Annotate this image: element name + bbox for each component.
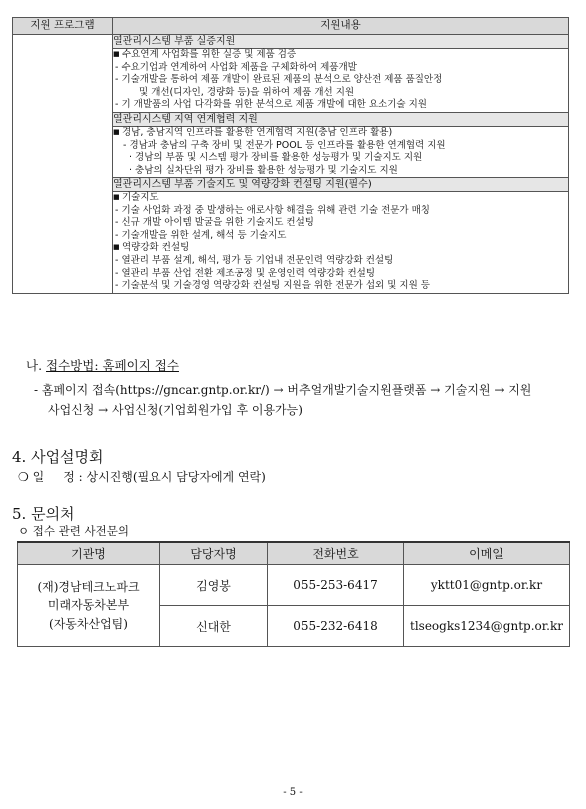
application-heading: 나. 접수방법: 홈페이지 접수 [26, 358, 179, 373]
inquiry-sub: ㅇ 접수 관련 사전문의 [18, 524, 129, 538]
contact-phone: 055-253-6417 [268, 565, 404, 606]
contact-name: 신대한 [160, 606, 268, 647]
page-number: - 5 - [283, 787, 303, 798]
header-name: 담당자명 [160, 542, 268, 565]
program-table-header [13, 18, 569, 35]
header-content: 지원내용 [113, 18, 569, 35]
header-org: 기관명 [18, 542, 160, 565]
contact-phone: 055-232-6418 [268, 606, 404, 647]
section-title-demo: 열관리시스템 부품 실증지원 [113, 35, 569, 49]
contact-name: 김영봉 [160, 565, 268, 606]
contact-table-header [18, 542, 570, 565]
section-title-consulting: 열관리시스템 부품 기술지도 및 역량강화 컨설팅 지원(필수) [113, 178, 569, 192]
section-body-demo [113, 49, 569, 113]
list-item: ■ 역량강화 컨설팅 [113, 242, 190, 254]
list-item: 및 개선(디자인, 경량화 등)을 위하여 제품 개선 지원 [139, 86, 355, 98]
header-program: 지원 프로그램 [13, 18, 113, 35]
section-body-region [113, 127, 569, 178]
inquiry-heading: 5. 문의처 [12, 505, 75, 523]
section-body-consulting [113, 192, 569, 293]
briefing-schedule: ❍ 일 정 : 상시진행(필요시 담당자에게 연락) [18, 470, 266, 484]
list-item: · 경남의 부품 및 시스템 평가 장비를 활용한 성능평가 및 기술지도 지원 [129, 152, 423, 164]
section-title-region: 열관리시스템 지역 연계협력 지원 [113, 112, 569, 126]
list-item: - 수요기업과 연계하여 사업화 제품을 구체화하여 제품개발 [115, 61, 357, 73]
list-item: - 열관리 부품 산업 전환 제조공정 및 운영인력 역량강화 컨설팅 [115, 267, 376, 279]
list-item: - 열관리 부품 설계, 해석, 평가 등 기업내 전문인력 역량강화 컨설팅 [115, 255, 394, 266]
application-line-2: 사업신청 → 사업신청(기업회원가입 후 이용가능) [48, 403, 303, 417]
list-item: ■ 기술지도 [113, 192, 159, 204]
square-bullet-icon: ■ [113, 243, 120, 252]
square-bullet-icon: ■ [113, 128, 120, 137]
org-cell: (재)경남테크노파크 미래자동차본부 (자동차산업팀) [18, 565, 160, 647]
list-item: ■ 경남, 충남지역 인프라를 활용한 연계협력 지원(충남 인프라 활용) [113, 127, 393, 139]
application-line-1: - 홈페이지 접속(https://gncar.gntp.or.kr/) → 버추얼개발기술지원플랫폼 → 기술지원 → 지원 [34, 383, 532, 397]
list-item: · 충남의 실차단위 평가 장비를 활용한 성능평가 및 기술지도 지원 [129, 164, 398, 176]
list-item: - 신규 개발 아이템 발굴을 위한 기술지도 컨설팅 [115, 217, 314, 229]
program-cell-empty [13, 35, 113, 294]
header-phone: 전화번호 [268, 542, 404, 565]
contact-table [17, 541, 570, 647]
list-item: - 기술 사업화 과정 중 발생하는 애로사항 해결을 위해 관련 기술 전문가 매칭 [115, 204, 430, 216]
header-email: 이메일 [404, 542, 570, 565]
briefing-heading: 4. 사업설명회 [12, 448, 104, 466]
list-item: ■ 수요연계 사업화를 위한 실증 및 제품 검증 [113, 49, 297, 61]
list-item: - 경남과 충남의 구축 장비 및 전문가 POOL 등 인프라를 활용한 연계협력 지원 [123, 139, 446, 151]
contact-email: tlseogks1234@gntp.or.kr [404, 606, 570, 647]
list-item: - 기 개발품의 사업 다각화를 위한 분석으로 제품 개발에 대한 요소기술 지원 [115, 99, 427, 111]
list-item: - 기술개발을 위한 설계, 해석 등 기술지도 [115, 229, 287, 241]
square-bullet-icon: ■ [113, 193, 120, 202]
list-item: - 기술개발을 통하여 제품 개발이 완료된 제품의 분석으로 양산전 제품 품질안정 [115, 74, 443, 86]
circle-bullet-icon: ❍ [18, 470, 29, 484]
square-bullet-icon: ■ [113, 50, 120, 59]
list-item: - 기술분석 및 기술경영 역량강화 컨설팅 지원을 위한 전문가 섭외 및 지원 등 [115, 280, 430, 292]
program-table [12, 17, 569, 294]
table-row [18, 565, 570, 606]
contact-email: yktt01@gntp.or.kr [404, 565, 570, 606]
bullet-icon: ㅇ [18, 524, 30, 538]
